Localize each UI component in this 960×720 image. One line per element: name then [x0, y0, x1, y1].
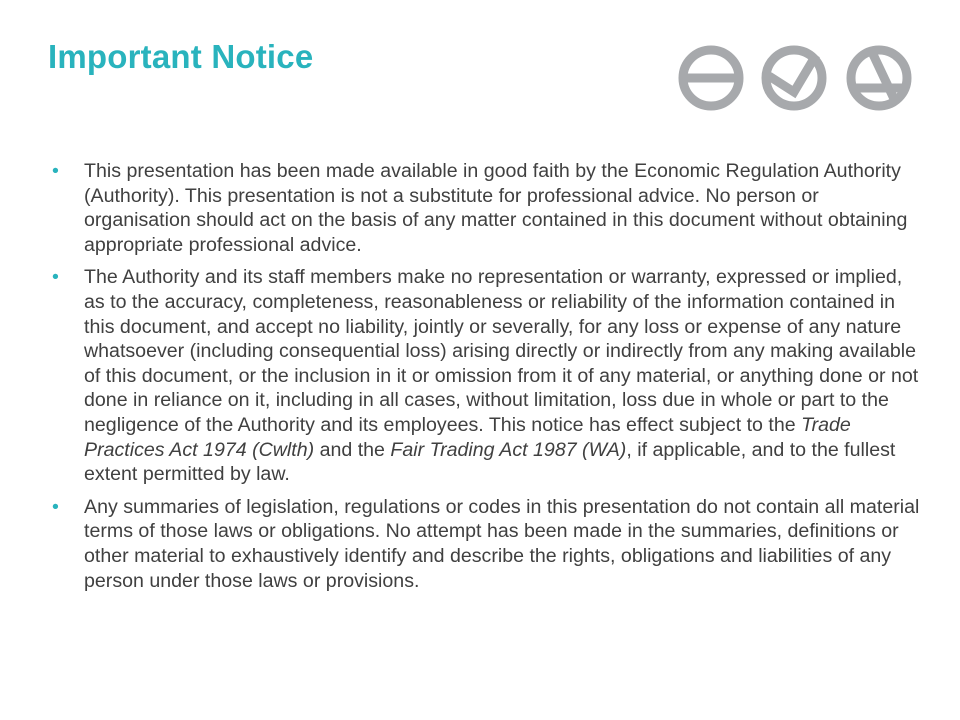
notice-bullet-list — [52, 159, 922, 601]
logo-graphic — [676, 40, 916, 118]
minus-circle-icon — [683, 50, 739, 106]
act-title-fair-trading: Fair Trading Act 1987 (WA) — [390, 438, 627, 461]
organisation-logo — [676, 40, 916, 118]
bullet-dot: • — [52, 266, 59, 289]
bullet-text — [84, 266, 918, 485]
act-title-trade-practices: Trade Practices Act 1974 (Cwlth) — [84, 413, 851, 461]
slide-title: Important Notice — [48, 38, 314, 75]
check-circle-icon — [766, 50, 822, 106]
bullet-text-part: and the — [314, 438, 391, 461]
bullet-text: Any summaries of legislation, regulations or codes in this presentation do not contain all material terms of those laws or obligations. No attempt has been made in the summaries, definitions or other material to exhaustively identify and describe the rights, obligations and liabilities of any person under those laws or provisions. — [84, 495, 920, 592]
notice-bullet-2 — [52, 265, 922, 486]
slash-circle-icon — [851, 50, 907, 106]
notice-bullet-3 — [52, 495, 922, 593]
bullet-dot: • — [52, 160, 59, 182]
bullet-text: This presentation has been made available in good faith by the Economic Regulation Authority (Authority). This presentation is not a substitute for professional advice. No person or organisation should act on the basis of any matter contained in this document without obtaining appropriate professional advice. — [84, 160, 908, 256]
notice-bullet-1 — [52, 159, 922, 257]
bullet-text-part: , if applicable, and to the fullest extent permitted by law. — [84, 438, 896, 486]
bullet-text-part: The Authority and its staff members make no representation or warranty, expressed or implied, as to the accuracy, completeness, reasonableness or reliability of the information contained in this document, and accept no liability, jointly or severally, for any loss or expense of any nature whatsoever (including consequential loss) arising directly or indirectly from any making available of this document, or the inclusion in it or omission from it of any material, or anything done or not done in reliance on it, including in all cases, without limitation, loss due in whole or part to the negligence of the Authority and its employees. This notice has effect subject to the — [84, 266, 919, 436]
bullet-dot: • — [52, 495, 59, 518]
